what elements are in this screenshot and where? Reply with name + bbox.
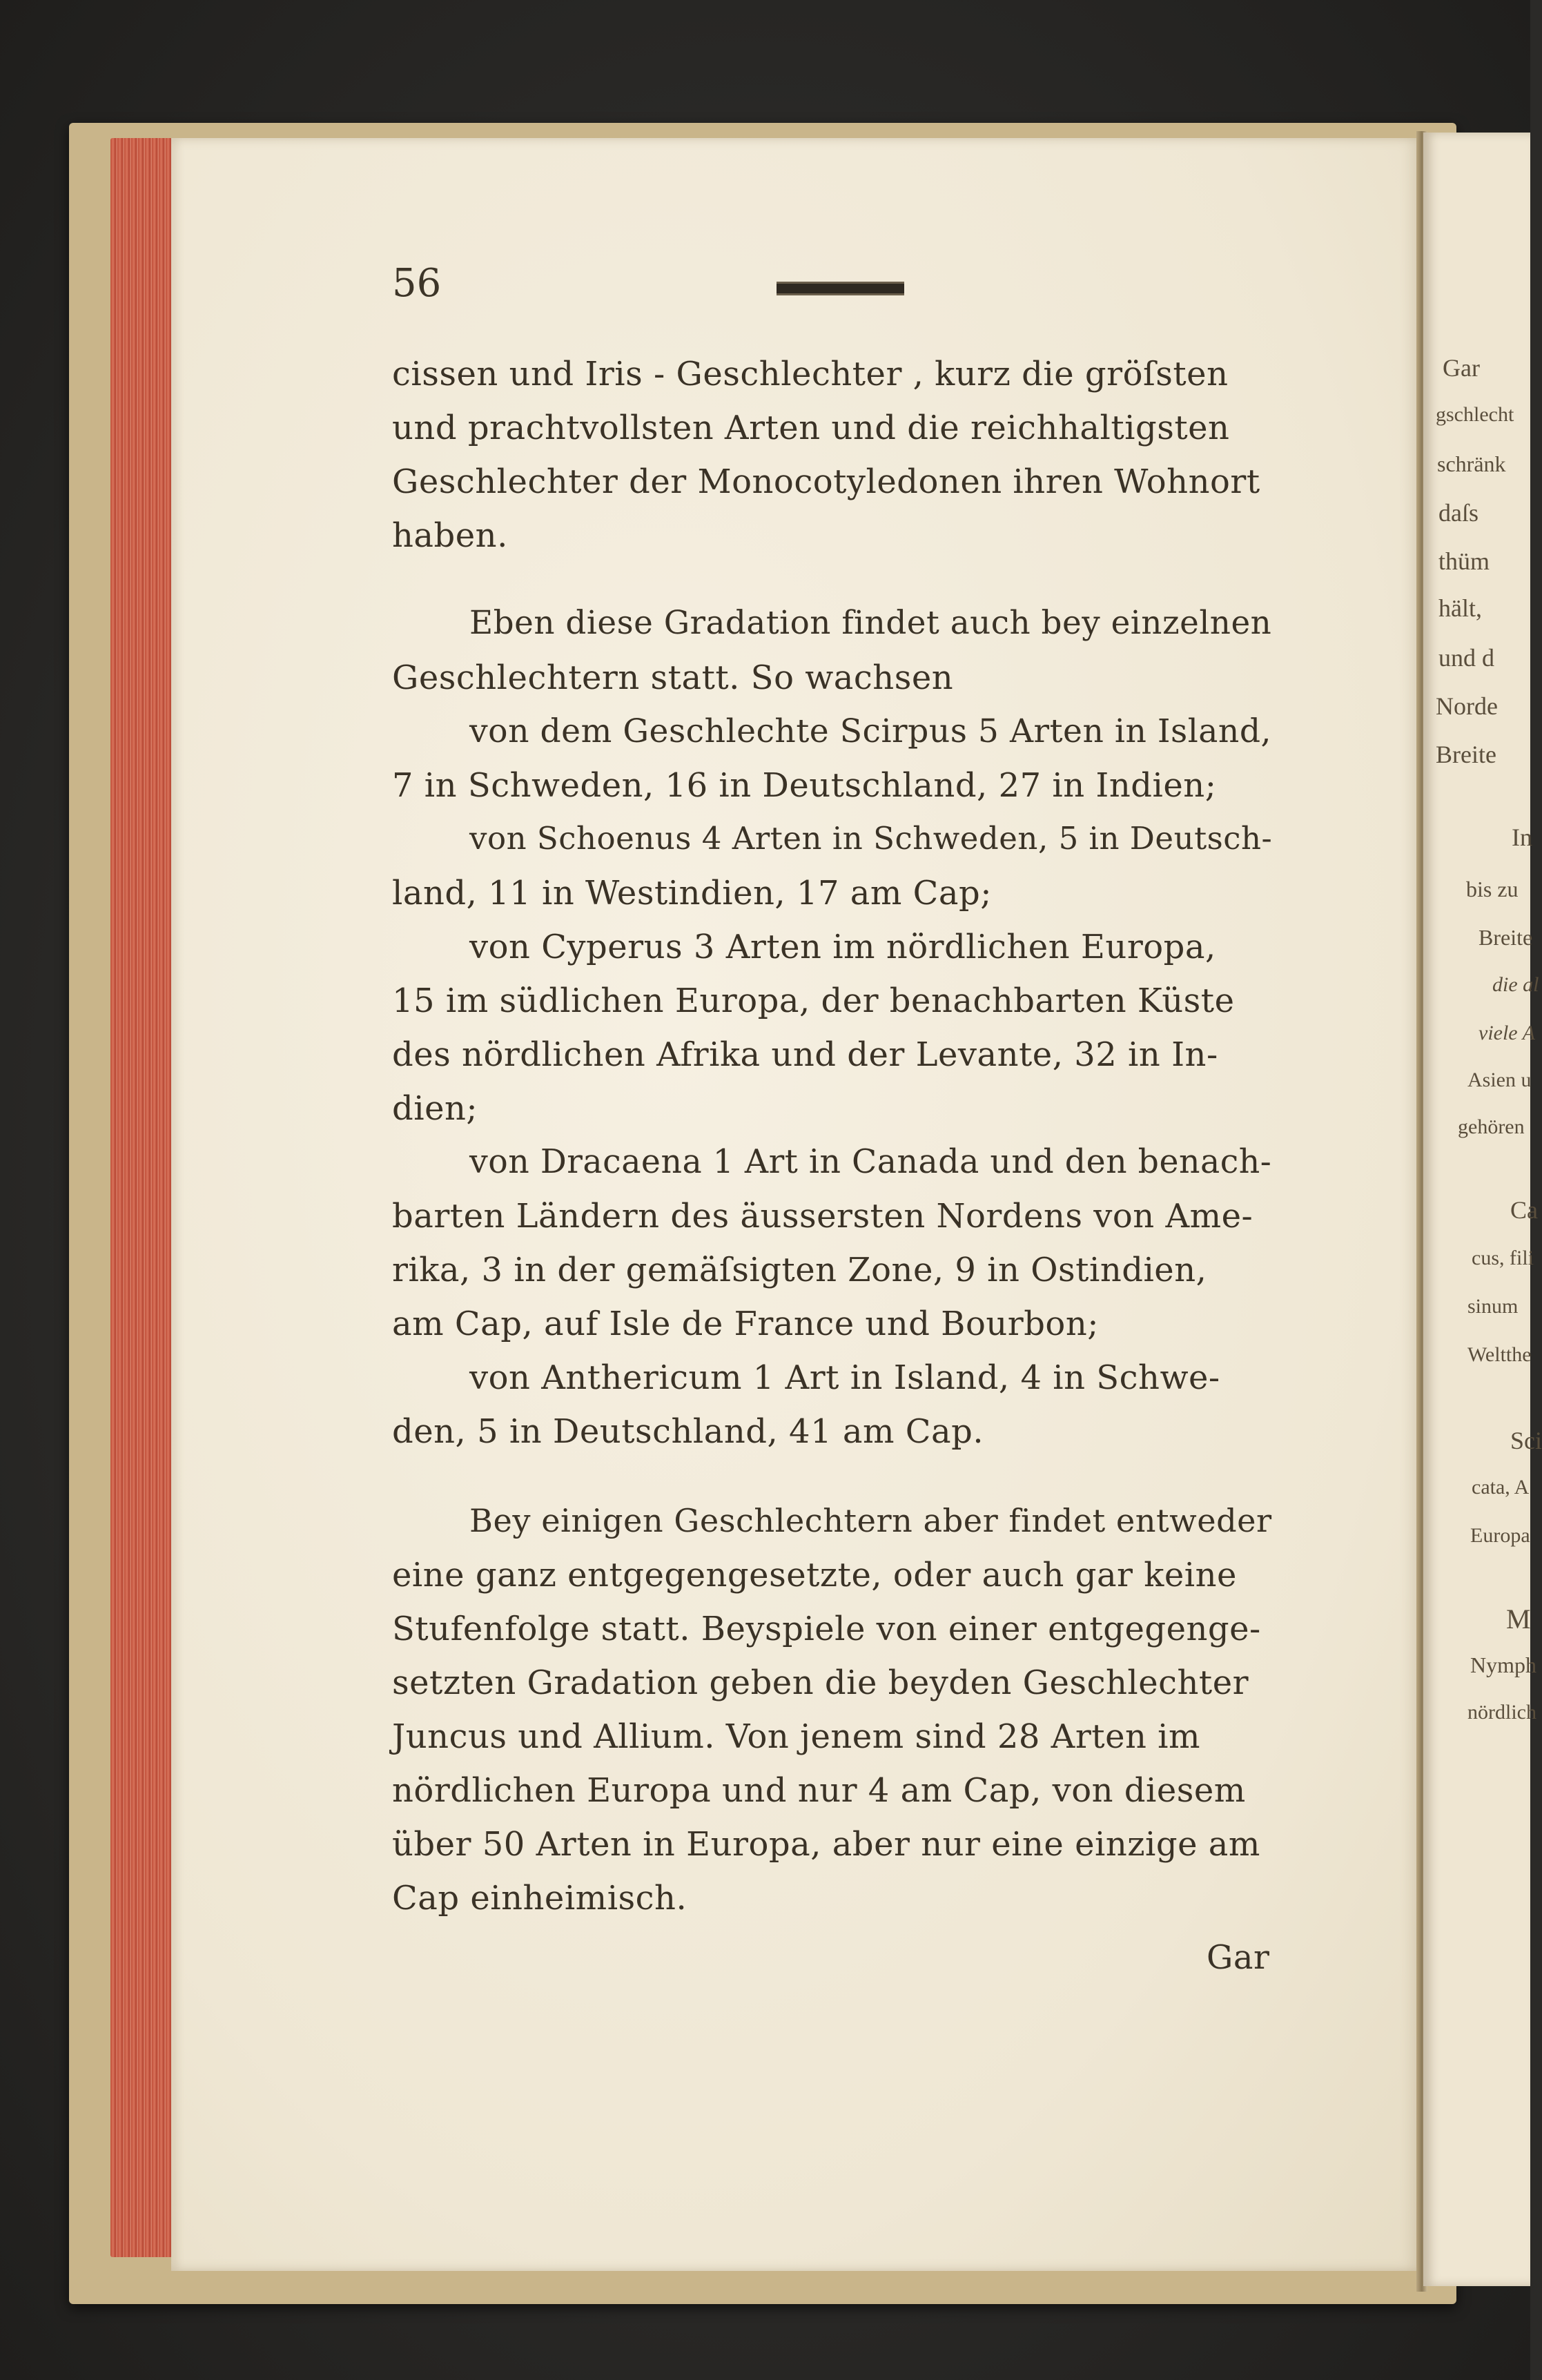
page-number: 56 (392, 261, 442, 306)
text-line: über 50 Arten in Europa, aber nur eine einzige am (392, 1825, 1260, 1864)
facing-fragment: Norde (1436, 692, 1498, 720)
text-line: Eben diese Gradation findet auch bey einzelnen (469, 605, 1272, 642)
text-line: Stufenfolge statt. Beyspiele von einer entgegenge- (392, 1610, 1261, 1648)
text-line: nördlichen Europa und nur 4 am Cap, von diesem (392, 1771, 1246, 1810)
facing-fragment: gehören (1458, 1115, 1525, 1138)
facing-fragment: Weltthe (1467, 1343, 1532, 1366)
header-rule (777, 282, 904, 295)
text-line: und prachtvollsten Arten und die reichhaltigsten (392, 409, 1230, 447)
facing-fragment: nördlich (1467, 1701, 1536, 1724)
text-line: von Schoenus 4 Arten in Schweden, 5 in Deutsch- (469, 820, 1273, 857)
text-line: dien; (392, 1089, 478, 1128)
text-line: rika, 3 in der gemäſsigten Zone, 9 in Ostindien, (392, 1251, 1207, 1289)
text-line: setzten Gradation geben die beyden Geschlechter (392, 1664, 1249, 1702)
facing-page (1423, 133, 1542, 2286)
facing-fragment: Ca (1510, 1196, 1538, 1224)
facing-fragment: thüm (1438, 547, 1490, 575)
facing-fragment: Nymph (1470, 1652, 1536, 1677)
text-line: von Dracaena 1 Art in Canada und den benach- (469, 1143, 1272, 1181)
text-line: 7 in Schweden, 16 in Deutschland, 27 in Indien; (392, 766, 1217, 805)
text-line: cissen und Iris - Geschlechter , kurz die gröſsten (392, 355, 1229, 393)
text-line: barten Ländern des äussersten Nordens von Ame- (392, 1197, 1253, 1236)
text-line: von Cyperus 3 Arten im nördlichen Europa, (469, 928, 1216, 966)
text-line: land, 11 in Westindien, 17 am Cap; (392, 874, 992, 913)
text-line: von dem Geschlechte Scirpus 5 Arten in Island, (469, 712, 1272, 750)
facing-fragment: daſs (1438, 499, 1478, 527)
text-line: Geschlechtern statt. So wachsen (392, 659, 954, 697)
facing-fragment: Europa (1470, 1524, 1530, 1547)
facing-fragment: Asien u (1467, 1069, 1532, 1091)
facing-fragment: bis zu (1466, 877, 1519, 901)
facing-fragment: die al (1492, 973, 1539, 996)
facing-fragment: schränk (1437, 451, 1506, 476)
facing-fragment: viele A (1478, 1022, 1535, 1044)
facing-fragment: M (1506, 1603, 1531, 1635)
facing-fragment: cata, A (1472, 1476, 1530, 1499)
text-line: Geschlechter der Monocotyledonen ihren Wohnort (392, 462, 1260, 501)
facing-fragment: Breite (1436, 741, 1496, 768)
facing-fragment: Breite (1478, 925, 1533, 950)
text-line: Juncus und Allium. Von jenem sind 28 Arten im (392, 1717, 1201, 1756)
catchword: Gar (1207, 1938, 1270, 1977)
text-line: den, 5 in Deutschland, 41 am Cap. (392, 1412, 984, 1451)
facing-fragment: Sci (1510, 1427, 1542, 1454)
text-line: haben. (392, 516, 508, 555)
facing-fragment: und d (1438, 644, 1494, 672)
text-line: von Anthericum 1 Art in Island, 4 in Schwe- (469, 1358, 1220, 1397)
text-line: Cap einheimisch. (392, 1879, 687, 1918)
facing-fragment: cus, fili (1472, 1247, 1534, 1269)
text-line: des nördlichen Afrika und der Levante, 32 in In- (392, 1035, 1218, 1074)
text-line: eine ganz entgegengesetzte, oder auch gar keine (392, 1556, 1237, 1594)
text-line: am Cap, auf Isle de France und Bourbon; (392, 1305, 1099, 1343)
facing-fragment: sinum (1467, 1295, 1519, 1318)
red-page-edges (110, 138, 173, 2257)
text-line: 15 im südlichen Europa, der benachbarten Küste (392, 982, 1235, 1020)
facing-fragment: In (1512, 823, 1532, 851)
facing-fragment: gschlecht (1436, 403, 1514, 426)
facing-fragment: hält, (1438, 594, 1482, 622)
facing-fragment: Gar (1443, 354, 1480, 382)
text-line: Bey einigen Geschlechtern aber findet entweder (469, 1502, 1272, 1539)
